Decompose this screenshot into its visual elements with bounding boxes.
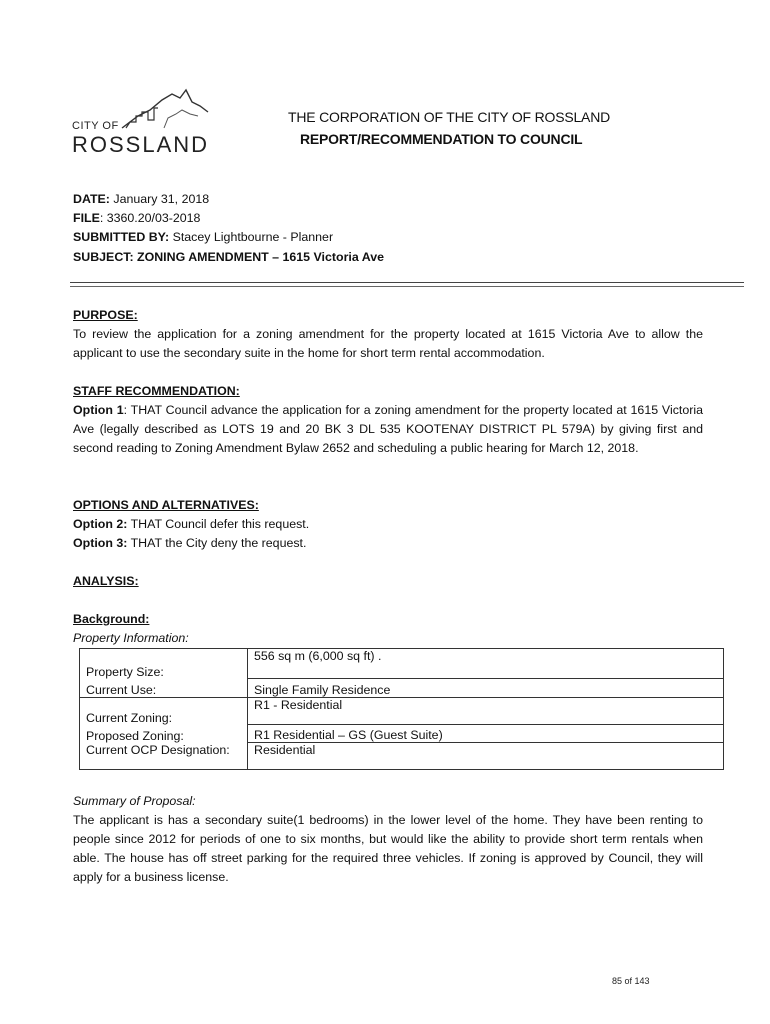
property-size-value: 556 sq m (6,000 sq ft) . <box>248 649 724 679</box>
table-row <box>80 649 724 679</box>
option2-text: Option 2: THAT Council defer this request. <box>73 517 310 531</box>
current-use-label: Current Use: <box>80 679 248 698</box>
analysis-heading: ANALYSIS: <box>73 574 139 588</box>
options-section <box>73 496 703 553</box>
property-info-subheading: Property Information: <box>73 631 189 645</box>
property-size-label: Property Size: <box>80 649 248 679</box>
meta-subject: SUBJECT: ZONING AMENDMENT – 1615 Victoria Ave <box>73 249 384 264</box>
meta-submitted: SUBMITTED BY: Stacey Lightbourne - Planner <box>73 230 334 245</box>
purpose-section <box>73 306 703 363</box>
current-zoning-value: R1 - Residential <box>248 698 724 725</box>
report-meta <box>73 190 384 267</box>
table-row <box>80 743 724 770</box>
purpose-heading: PURPOSE: <box>73 308 138 322</box>
table-row <box>80 698 724 725</box>
summary-section <box>73 792 703 887</box>
logo-city-text: CITY OF <box>72 120 119 132</box>
summary-text: The applicant is has a secondary suite(1 bedrooms) in the lower level of the home. They have been renting to people since 2012 for periods of one to six months, but would like the ability to provide short term rentals when able. The house has off street parking for the required three vehicles. If zoning is approved by Council, they will apply for a business license. <box>73 813 703 884</box>
ocp-designation-value: Residential <box>248 743 724 770</box>
meta-date: DATE: January 31, 2018 <box>73 192 210 206</box>
ocp-designation-label: Current OCP Designation: <box>80 743 248 770</box>
summary-heading: Summary of Proposal: <box>73 794 196 808</box>
staff-recommendation-section <box>73 382 703 458</box>
logo-name-text: ROSSLAND <box>72 132 210 157</box>
purpose-text: To review the application for a zoning amendment for the property located at 1615 Victoria Ave to allow the applicant to use the secondary suite in the home for short term rental accommodation. <box>73 327 703 360</box>
header-corporation: THE CORPORATION OF THE CITY OF ROSSLAND <box>288 109 611 125</box>
page-number: 85 of 143 <box>612 976 650 986</box>
proposed-zoning-value: R1 Residential – GS (Guest Suite) <box>248 725 724 743</box>
current-zoning-label: Current Zoning: <box>80 698 248 725</box>
analysis-section <box>73 572 703 591</box>
table-row <box>80 725 724 743</box>
staff-recommendation-heading: STAFF RECOMMENDATION: <box>73 384 240 398</box>
property-info-table <box>79 648 724 770</box>
header-report-title: REPORT/RECOMMENDATION TO COUNCIL <box>300 131 583 147</box>
meta-file: FILE: 3360.20/03-2018 <box>73 211 201 226</box>
mountain-skyline-icon <box>120 88 210 130</box>
background-heading: Background: <box>73 612 150 626</box>
current-use-value: Single Family Residence <box>248 679 724 698</box>
proposed-zoning-label: Proposed Zoning: <box>80 725 248 743</box>
background-section <box>73 610 703 648</box>
header-divider-thin <box>70 286 744 287</box>
options-heading: OPTIONS AND ALTERNATIVES: <box>73 498 259 512</box>
city-logo <box>70 88 210 160</box>
header-divider <box>70 282 744 283</box>
option3-text: Option 3: THAT the City deny the request. <box>73 536 307 550</box>
table-row <box>80 679 724 698</box>
option1-text: Option 1: THAT Council advance the application for a zoning amendment for the property located at 1615 Victoria Ave (legally described as LOTS 19 and 20 BK 3 DL 535 KOOTENAY DISTRICT PL 579A) by giving first and second reading to Zoning Amendment Bylaw 2652 and scheduling a public hearing for March 12, 2018. <box>73 403 703 455</box>
